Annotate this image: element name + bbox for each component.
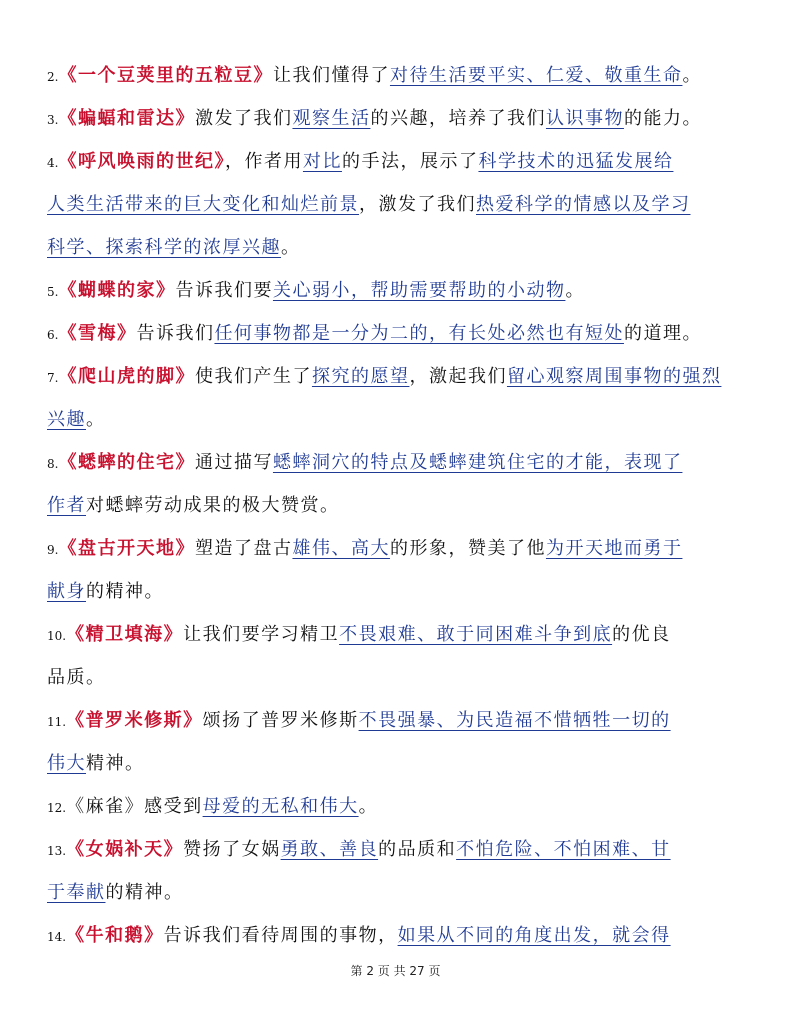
list-item	[47, 359, 747, 402]
list-item	[47, 918, 747, 961]
body-text: 。	[565, 280, 585, 301]
body-text: 的形象，赞美了他	[389, 538, 546, 559]
document-body	[47, 58, 747, 961]
key-phrase: 人类生活带来的巨大变化和灿烂前景	[47, 194, 359, 215]
key-phrase: 不怕危险、不怕困难、甘	[456, 839, 671, 860]
body-text: 的优良	[612, 624, 671, 645]
body-text: ，激起我们	[409, 366, 507, 387]
item-number: 12.	[47, 801, 67, 815]
key-phrase: 为开天地而勇于	[545, 538, 683, 559]
key-phrase: 科学、探索科学的浓厚兴趣	[47, 237, 281, 258]
item-number: 2.	[47, 70, 59, 84]
key-phrase: 对待生活要平实、仁爱、敬重生命	[389, 65, 683, 86]
item-number: 7.	[47, 371, 59, 385]
lesson-title: 《普罗米修斯》	[66, 710, 203, 731]
list-item	[47, 273, 747, 316]
list-item-continuation	[47, 402, 747, 445]
key-phrase: 于奉献	[47, 882, 106, 903]
lesson-title: 《蟋蟀的住宅》	[58, 452, 195, 473]
body-text: 塑造了盘古	[194, 538, 293, 559]
key-phrase: 如果从不同的角度出发，就会得	[397, 925, 671, 946]
list-item-continuation	[47, 574, 747, 617]
item-number: 5.	[47, 285, 59, 299]
key-phrase: 母爱的无私和伟大	[202, 796, 359, 817]
list-item	[47, 789, 747, 832]
body-text: 对蟋蟀劳动成果的极大赞赏。	[86, 495, 340, 516]
item-number: 9.	[47, 543, 59, 557]
key-phrase: 关心弱小，帮助需要帮助的小动物	[272, 280, 566, 301]
key-phrase: 任何事物都是一分为二的，有长处必然也有短处	[214, 323, 624, 344]
item-number: 3.	[47, 113, 59, 127]
body-text: 赞扬了女娲	[183, 839, 281, 860]
key-phrase: 不畏艰难、敢于同困难斗争到底	[339, 624, 613, 645]
body-text: 。	[682, 65, 702, 86]
list-item	[47, 445, 747, 488]
body-text: ，激发了我们	[359, 194, 476, 215]
key-phrase: 作者	[47, 495, 86, 516]
body-text: 精神。	[86, 753, 145, 774]
body-text: 告诉我们	[136, 323, 215, 344]
key-phrase: 探究的愿望	[311, 366, 410, 387]
list-item-continuation	[47, 875, 747, 918]
body-text: 颂扬了普罗米修斯	[202, 710, 359, 731]
key-phrase: 勇敢、善良	[280, 839, 379, 860]
key-phrase: 观察生活	[292, 108, 371, 129]
lesson-title: 《女娲补天》	[66, 839, 184, 860]
body-text: 让我们懂得了	[272, 65, 390, 86]
list-item-continuation	[47, 488, 747, 531]
body-text: 激发了我们	[194, 108, 293, 129]
lesson-title: 《麻雀》	[66, 796, 145, 817]
item-number: 4.	[47, 156, 59, 170]
body-text: 的精神。	[86, 581, 164, 602]
body-text: ，作者用	[224, 151, 303, 172]
item-number: 10.	[47, 629, 67, 643]
key-phrase: 科学技术的迅猛发展给	[478, 151, 674, 172]
item-number: 6.	[47, 328, 59, 342]
list-item	[47, 58, 747, 101]
body-text: 的精神。	[105, 882, 184, 903]
body-text: 的品质和	[378, 839, 457, 860]
list-item-continuation	[47, 660, 747, 703]
list-item	[47, 617, 747, 660]
lesson-title: 《牛和鹅》	[66, 925, 164, 946]
body-text: 通过描写	[194, 452, 273, 473]
body-text: 的兴趣，培养了我们	[370, 108, 546, 129]
body-text: 告诉我们要	[175, 280, 273, 301]
key-phrase: 献身	[47, 581, 86, 602]
key-phrase: 对比	[302, 151, 342, 172]
list-item	[47, 144, 747, 187]
lesson-title: 《爬山虎的脚》	[58, 366, 195, 387]
key-phrase: 认识事物	[545, 108, 624, 129]
key-phrase: 留心观察周围事物的强烈	[506, 366, 722, 387]
key-phrase: 兴趣	[47, 409, 86, 430]
lesson-title: 《雪梅》	[58, 323, 137, 344]
body-text: 。	[281, 237, 301, 258]
body-text: 告诉我们看待周围的事物，	[163, 925, 398, 946]
list-item	[47, 832, 747, 875]
key-phrase: 伟大	[47, 753, 86, 774]
lesson-title: 《精卫填海》	[66, 624, 184, 645]
list-item	[47, 703, 747, 746]
body-text: 感受到	[144, 796, 203, 817]
lesson-title: 《蝴蝶的家》	[58, 280, 176, 301]
body-text: 使我们产生了	[194, 366, 312, 387]
body-text: 的道理。	[623, 323, 702, 344]
item-number: 8.	[47, 457, 59, 471]
body-text: 的手法，展示了	[341, 151, 479, 172]
list-item	[47, 531, 747, 574]
body-text: 品质。	[47, 667, 106, 688]
body-text: 的能力。	[623, 108, 702, 129]
item-number: 11.	[47, 715, 67, 729]
item-number: 13.	[47, 844, 67, 858]
lesson-title: 《呼风唤雨的世纪》	[58, 151, 225, 172]
body-text: 。	[358, 796, 379, 817]
lesson-title: 《蝙蝠和雷达》	[58, 108, 195, 129]
list-item-continuation	[47, 746, 747, 789]
list-item-continuation	[47, 230, 747, 273]
key-phrase: 雄伟、高大	[292, 538, 390, 559]
lesson-title: 《盘古开天地》	[58, 538, 195, 559]
item-number: 14.	[47, 930, 67, 944]
list-item-continuation	[47, 187, 747, 230]
key-phrase: 热爱科学的情感以及学习	[476, 194, 691, 215]
page-footer: 第 2 页 共 27 页	[350, 964, 441, 978]
body-text: 让我们要学习精卫	[183, 624, 340, 645]
key-phrase: 蟋蟀洞穴的特点及蟋蟀建筑住宅的才能，表现了	[272, 452, 683, 473]
body-text: 。	[86, 409, 106, 430]
list-item	[47, 101, 747, 144]
list-item	[47, 316, 747, 359]
key-phrase: 不畏强暴、为民造福不惜牺牲一切的	[358, 710, 671, 731]
lesson-title: 《一个豆荚里的五粒豆》	[58, 65, 273, 86]
